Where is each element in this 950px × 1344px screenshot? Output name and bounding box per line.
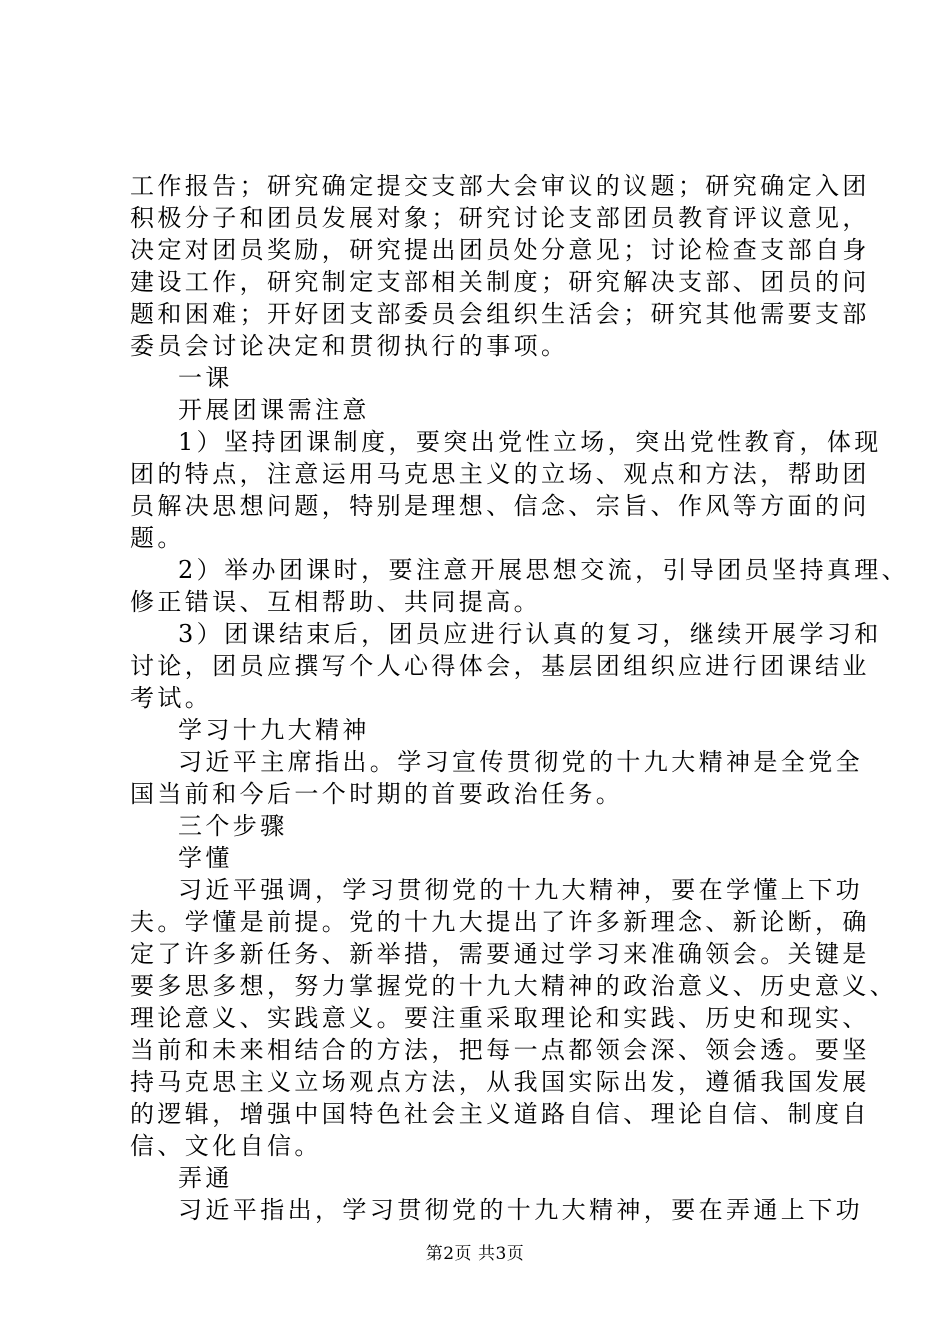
section-heading: 开展团课需注意 <box>178 396 370 424</box>
text-line: 当前和未来相结合的方法，把每一点都领会深、领会透。要坚 <box>130 1036 870 1064</box>
text-line: 修正错误、互相帮助、共同提高。 <box>130 588 541 616</box>
text-line: 信、文化自信。 <box>130 1132 322 1160</box>
text-line: 考试。 <box>130 684 213 712</box>
text-line: 决定对团员奖励，研究提出团员处分意见；讨论检查支部自身 <box>130 236 870 264</box>
text-line: 员解决思想问题，特别是理想、信念、宗旨、作风等方面的问 <box>130 492 870 520</box>
section-heading: 学懂 <box>178 844 233 872</box>
document-body <box>130 170 910 1226</box>
text-line: 习近平强调，学习贯彻党的十九大精神，要在学懂上下功 <box>178 876 863 904</box>
text-line: 持马克思主义立场观点方法，从我国实际出发，遵循我国发展 <box>130 1068 870 1096</box>
section-heading: 三个步骤 <box>178 812 288 840</box>
text-line: 定了许多新任务、新举措，需要通过学习来准确领会。关键是 <box>130 940 870 968</box>
text-line: 的逻辑，增强中国特色社会主义道路自信、理论自信、制度自 <box>130 1100 870 1128</box>
text-line: 团的特点，注意运用马克思主义的立场、观点和方法，帮助团 <box>130 460 870 488</box>
text-line: 习近平主席指出。学习宣传贯彻党的十九大精神是全党全 <box>178 748 863 776</box>
section-heading: 学习十九大精神 <box>178 716 370 744</box>
text-line: 1）坚持团课制度，要突出党性立场，突出党性教育，体现 <box>178 428 882 456</box>
section-heading: 弄通 <box>178 1164 233 1192</box>
text-line: 讨论，团员应撰写个人心得体会，基层团组织应进行团课结业 <box>130 652 870 680</box>
text-line: 3）团课结束后，团员应进行认真的复习，继续开展学习和 <box>178 620 882 648</box>
section-heading: 一课 <box>178 364 233 392</box>
text-line: 2）举办团课时，要注意开展思想交流，引导团员坚持真理、 <box>178 556 910 584</box>
text-line: 工作报告；研究确定提交支部大会审议的议题；研究确定入团 <box>130 172 870 200</box>
text-line: 委员会讨论决定和贯彻执行的事项。 <box>130 332 569 360</box>
text-line: 要多思多想，努力掌握党的十九大精神的政治意义、历史意义、 <box>130 972 898 1000</box>
page-footer <box>0 1242 950 1266</box>
text-line: 积极分子和团员发展对象；研究讨论支部团员教育评议意见， <box>130 204 870 232</box>
text-line: 夫。学懂是前提。党的十九大提出了许多新理念、新论断，确 <box>130 908 870 936</box>
page-number-label: 第2页 共3页 <box>425 1244 525 1264</box>
text-line: 国当前和今后一个时期的首要政治任务。 <box>130 780 624 808</box>
text-line: 理论意义、实践意义。要注重采取理论和实践、历史和现实、 <box>130 1004 870 1032</box>
text-line: 题和困难；开好团支部委员会组织生活会；研究其他需要支部 <box>130 300 870 328</box>
text-line: 建设工作，研究制定支部相关制度；研究解决支部、团员的问 <box>130 268 870 296</box>
text-line: 习近平指出，学习贯彻党的十九大精神，要在弄通上下功 <box>178 1196 863 1224</box>
text-line: 题。 <box>130 524 185 552</box>
